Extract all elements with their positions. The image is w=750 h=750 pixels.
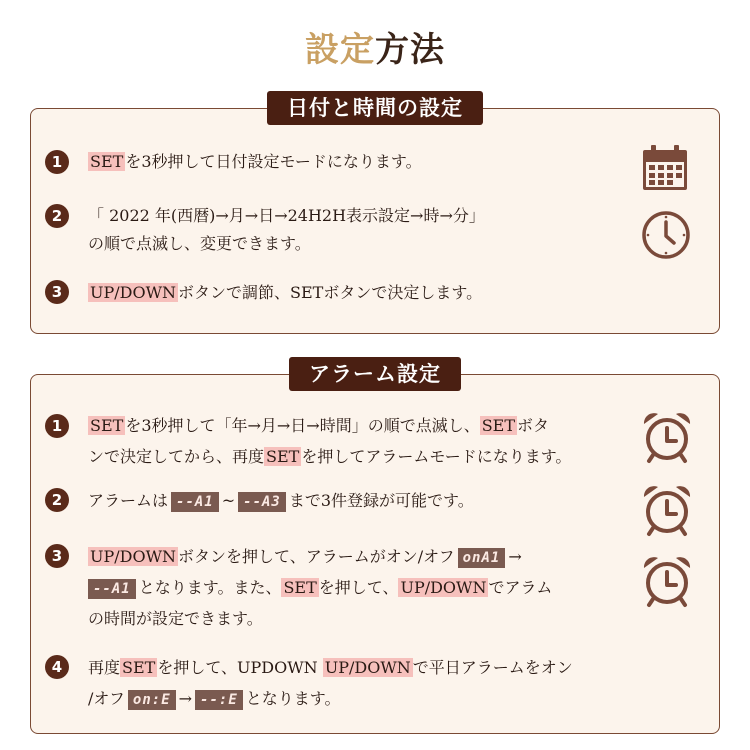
- title-part1: 設定: [305, 30, 375, 70]
- step-number-4: 4: [45, 655, 69, 679]
- alarm-clock-icon: [640, 410, 694, 464]
- segment-display: --:E: [195, 690, 243, 710]
- step-number-2: 2: [45, 204, 69, 228]
- date-step-2-line2: の順で点滅し、変更できます。: [88, 234, 311, 253]
- date-time-header: 日付と時間の設定: [267, 91, 483, 125]
- alarm-step-4-line1: 再度 SET を押して、UPDOWN UP/DOWN で平日アラームをオン: [88, 658, 573, 677]
- segment-display: onA1: [458, 548, 506, 568]
- alarm-step-3-line3: の時間が設定できます。: [88, 609, 263, 628]
- alarm-header: アラーム設定: [289, 357, 461, 391]
- highlight-updown: UP/DOWN: [90, 283, 177, 302]
- segment-display: --A3: [238, 492, 286, 512]
- date-step-1: SET を3秒押して日付設定モードになります。: [90, 152, 422, 171]
- alarm-step-3-line1: UP/DOWN ボタンを押して、アラームがオン/オフ onA1 →: [90, 547, 522, 566]
- alarm-step-4-line2: /オフ on:E → --:E となります。: [88, 689, 341, 708]
- alarm-step-3-line2: --A1 となります。また、 SET を押して、 UP/DOWN でアラム: [88, 577, 552, 599]
- clock-icon: [641, 210, 691, 260]
- step-number-2: 2: [45, 488, 69, 512]
- step-number-3: 3: [45, 544, 69, 568]
- date-step-2-line1: 「 2022 年(西暦)→月→日→24H2H表示設定→時→分」: [88, 206, 485, 225]
- title-part2: 方法: [375, 30, 445, 70]
- page-title: [0, 22, 750, 71]
- alarm-clock-icon: [640, 483, 694, 537]
- highlight-set: SET: [90, 152, 124, 171]
- alarm-step-2: アラームは --A1 ~ --A3 まで3件登録が可能です。: [88, 491, 474, 510]
- step-number-1: 1: [45, 150, 69, 174]
- alarm-step-1-line1: SET を3秒押して「年→月→日→時間」の順で点滅し、 SET ボタ: [90, 416, 550, 435]
- alarm-step-1-line2: ンで決定してから、再度 SET を押してアラームモードになります。: [88, 447, 572, 466]
- segment-display: on:E: [128, 690, 176, 710]
- date-step-3: UP/DOWN ボタンで調節、SETボタンで決定します。: [90, 283, 483, 302]
- segment-display: --A1: [88, 579, 136, 599]
- calendar-icon: [641, 144, 689, 192]
- step-number-1: 1: [45, 414, 69, 438]
- step-number-3: 3: [45, 280, 69, 304]
- alarm-clock-icon: [640, 554, 694, 608]
- segment-display: --A1: [171, 492, 219, 512]
